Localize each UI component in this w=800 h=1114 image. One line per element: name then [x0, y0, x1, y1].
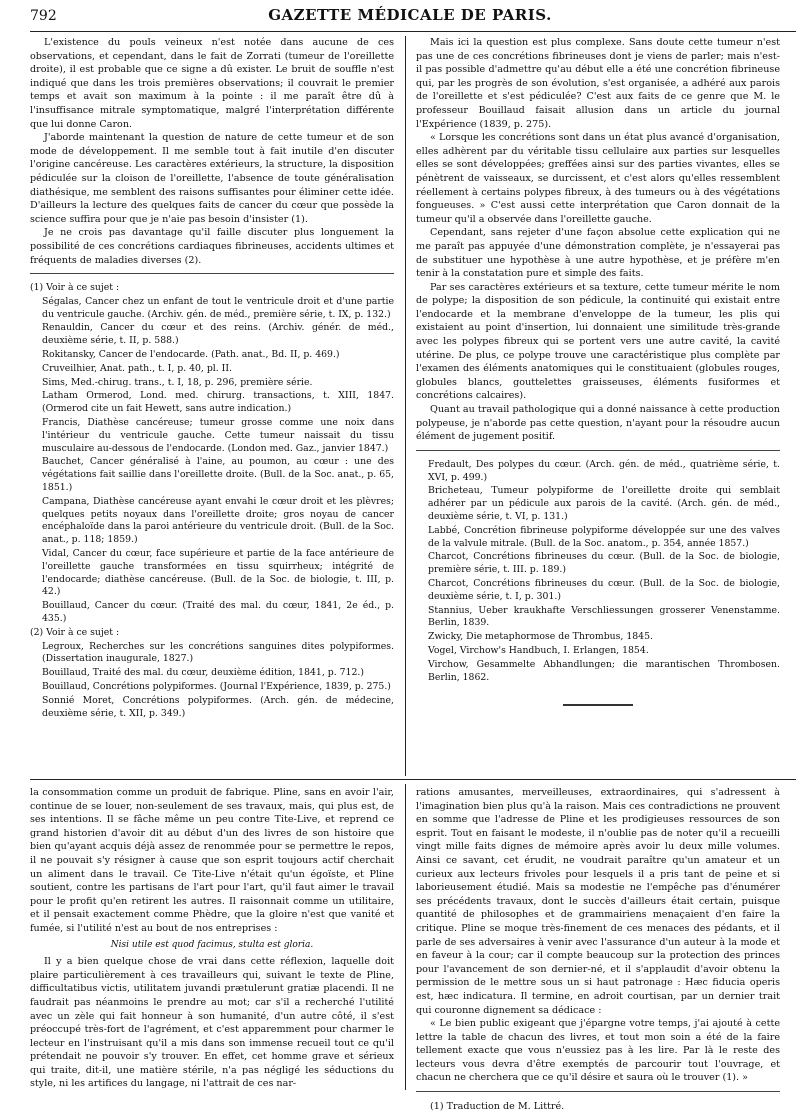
- upper-left-column: [30, 36, 394, 721]
- reference-item: Vogel, Virchow's Handbuch, I. Erlangen, 1854.: [428, 644, 649, 656]
- column-divider: [405, 784, 406, 1090]
- paragraph: rations amusantes, merveilleuses, extraordinaires, qui s'adressent à l'imagination bien plus qu'à la raison. Mais ces contradictions ne prouvent en somme que l'adresse de Pline et les prodigieuses ressources de son esprit. Tout en faisant le modeste, il n'oublie pas de noter qu'il a recueilli vingt mille faits dignes de mémoire après avoir lu deux mille volumes. Ainsi ce savant, cet érudit, ne voudrait paraître qu'un amateur et un curieux aux lecteurs frivoles pour lesquels il a pris tant de peine et si laborieusement étudié. Mais sa modestie ne l'empêche pas d'énumérer ses précédents travaux, dont le succès d'ailleurs était certain, puisque quantité de philosophes et de grammairiens menaçaient d'en faire la critique. Pline se moque très-finement de ces menaces des pédants, et il parle de ses adversaires à venir avec l'assurance d'un auteur à la mode et en faveur à la cour; car il compte beaucoup sur la protection des princes pour l'avancement de son dernier-né, et il s'applaudit d'avoir obtenu la permission de le mettre sous un si haut patronage : Hæc fiducia operis est, hæc indicatura. Il termine, en adroit courtisan, par un dernier trait qui couronne dignement sa dédicace :: [416, 787, 780, 1016]
- reference-item: Rokitansky, Cancer de l'endocarde. (Path. anat., Bd. II, p. 469.): [42, 349, 340, 361]
- reference-item: Vidal, Cancer du cœur, face supérieure et partie de la face antérieure de l'oreillette gauche transformées en tissu squirrheux; intégrité de l'endocarde; diathèse cancéreuse. (Bull. de la Soc. de biologie, t. III, p. 42.): [42, 548, 394, 598]
- reference-item: Virchow, Gesammelte Abhandlungen; die marantischen Thrombosen. Berlin, 1862.: [428, 658, 780, 683]
- page-number: 792: [30, 8, 57, 24]
- reference-item: Bouillaud, Cancer du cœur. (Traité des mal. du cœur, 1841, 2e éd., p. 435.): [42, 600, 394, 625]
- reference-item: Sonnié Moret, Concrétions polypiformes. (Arch. gén. de médecine, deuxième série, t. XII, p. 349.): [42, 694, 394, 719]
- reference-item: Francis, Diathèse cancéreuse; tumeur grosse comme une noix dans l'intérieur du ventricule gauche. Cette tumeur naissait du tissu musculaire au-dessous de l'endocarde. (London med. Gaz., janvier 1847.): [42, 417, 394, 454]
- reference-item: Legroux, Recherches sur les concrétions sanguines dites polypiformes. (Dissertation inaugurale, 1827.): [42, 640, 394, 665]
- footnote-separator: [416, 1091, 780, 1092]
- footnote-separator: [30, 273, 394, 274]
- paragraph: Je ne crois pas davantage qu'il faille discuter plus longuement la possibilité de ces concrétions cardiaques fibrineuses, accidents ultimes et fréquents de maladies diverses (2).: [30, 227, 394, 266]
- reference-item: Zwicky, Die metaphormose de Thrombus, 1845.: [428, 631, 653, 643]
- reference-item: Sims, Med.-chirug. trans., t. I, 18, p. 296, première série.: [42, 376, 313, 388]
- paragraph: J'aborde maintenant la question de nature de cette tumeur et de son mode de développement. Il me semble tout à fait inutile d'en discuter l'origine cancéreuse. Les caractères extérieurs, la structure, la disposition pédiculée sur la cloison de l'oreillette, l'absence de toute généralisation diathésique, me semblent des raisons suffisantes pour éliminer cette idée. D'ailleurs la lecture des quelques faits de cancer du cœur que possède la science suffira pour que je n'aie pas besoin d'insister (1).: [30, 132, 394, 225]
- lower-left-column: [30, 786, 394, 1091]
- reference-item: Bauchet, Cancer généralisé à l'aine, au poumon, au cœur : une des végétations fait saillie dans l'oreillette droite. (Bull. de la Soc. anat., p. 65, 1851.): [42, 456, 394, 494]
- paragraph: L'existence du pouls veineux n'est notée dans aucune de ces observations, et cependant, dans le fait de Zorrati (tumeur de l'oreillette droite), il est probable que ce signe a dû exister. Le bruit de souffle n'est indiqué que dans les trois premières observations; il couvrait le premier temps et avait son maximum à la pointe : il me paraît être dû à l'insuffisance mitrale symptomatique, malgré l'interprétation différente que lui donne Caron.: [30, 37, 394, 130]
- reference-item: Ségalas, Cancer chez un enfant de tout le ventricule droit et d'une partie du ventricule gauche. (Archiv. gén. de méd., première série, t. IX, p. 132.): [42, 295, 394, 320]
- quote-paragraph: « Le bien public exigeant que j'épargne votre temps, j'ai ajouté à cette lettre la table de chacun des livres, et tout mon soin a été de la faire tellement exacte que vous n'eussiez pas à les lire. Par là le reste des lecteurs vous devra d'être exemptés de parcourir tout l'ouvrage, et chacun ne cherchera que ce qu'il désire et saura où le trouver (1). »: [416, 1018, 780, 1084]
- upper-right-column: [416, 36, 780, 706]
- paragraph: Cependant, sans rejeter d'une façon absolue cette explication qui ne me paraît pas appuyée d'une démonstration complète, je n'essayerai pas de substituer une hypothèse à une autre hypothèse, et je préfère m'en tenir à la constatation pure et simple des faits.: [416, 227, 780, 280]
- page-header: [30, 6, 790, 28]
- footnote-separator: [416, 450, 780, 451]
- page-title: GAZETTE MÉDICALE DE PARIS.: [268, 6, 552, 24]
- reference-item: Fredault, Des polypes du cœur. (Arch. gén. de méd., quatrième série, t. XVI, p. 499.): [428, 458, 780, 483]
- reference-item: Bouillaud, Traité des mal. du cœur, deuxième édition, 1841, p. 712.): [42, 667, 364, 679]
- footnote: (1) Traduction de M. Littré.: [430, 1101, 565, 1113]
- paragraph: Par ses caractères extérieurs et sa texture, cette tumeur mérite le nom de polype; la disposition de son pédicule, la continuité qui existait entre l'endocarde et la membrane d'enveloppe de la tumeur, les plis qui existaient au point d'insertion, lui donnaient une similitude très-grande avec les polypes fibreux qui se portent vers une autre cavité, la cavité utérine. De plus, ce polype trouve une caractéristique plus complète par l'examen des éléments anatomiques qui le constituaient (globules rouges, globules blancs, gouttelettes graisseuses, éléments fusiformes et concrétions calcaires).: [416, 281, 780, 402]
- reference-item: Bricheteau, Tumeur polypiforme de l'oreillette droite qui semblait adhérer par un pédicule aux parois de la cavité. (Arch. gén. de méd., deuxième série, t. VI, p. 131.): [428, 485, 780, 522]
- paragraph: Mais ici la question est plus complexe. Sans doute cette tumeur n'est pas une de ces concrétions fibrineuses dont je viens de parler; mais n'est-il pas possible d'admettre qu'au début elle a été une concrétion fibrineuse qui, par les progrès de son évolution, s'est organisée, a adhéré aux parois de l'oreillette et s'est pédiculée? C'est aux faits de ce genre que M. le professeur Bouillaud faisait allusion dans un article du journal l'Expérience (1839, p. 275).: [416, 37, 780, 130]
- reference-item: Campana, Diathèse cancéreuse ayant envahi le cœur droit et les plèvres; quelques petits noyaux dans l'oreillette droite; gros noyau de cancer encéphaloïde dans la paroi antérieure du ventricule droit. (Bull. de la Soc. anat., p. 118; 1859.): [42, 495, 394, 546]
- end-rule: [563, 704, 633, 706]
- footnotes: [416, 459, 780, 685]
- reference-item: Latham Ormerod, Lond. med. chirurg. transactions, t. XIII, 1847. (Ormerod cite un fait Hewett, sans autre indication.): [42, 390, 394, 415]
- footnote-heading: (1) Voir à ce sujet :: [30, 282, 120, 294]
- paragraph: la consommation comme un produit de fabrique. Pline, sans en avoir l'air, continue de se louer, non-seulement de ses travaux, mais, qui plus est, de ses intentions. Il se fâche même un peu contre Tite-Live, et reprend ce grand historien d'avoir dit au début d'un des livres de son histoire que bien qu'ayant acquis déjà assez de renommée pour se permettre le repos, il ne pouvait s'y résigner à cause que son esprit toujours actif cherchait un aliment dans le travail. Ce Tite-Live n'était qu'un égoïste, et Pline soutient, contre les partisans de l'art pour l'art, qu'il faut aimer le travail pour le profit qu'en retirent les autres. Il raisonnait comme un utilitaire, et il pensait exactement comme Phèdre, que la gloire n'est que vanité et fumée, si l'utilité n'est au bout de nos entreprises :: [30, 787, 394, 934]
- feuilleton-rule: [30, 779, 796, 780]
- footnote-heading: (2) Voir à ce sujet :: [30, 626, 120, 638]
- quote-paragraph: « Lorsque les concrétions sont dans un état plus avancé d'organisation, elles adhèrent par du véritable tissu cellulaire aux parties sur lesquelles elles se sont développées; greffées ainsi sur des parties vivantes, elles se pénètrent de vaisseaux, se durcissent, et c'est alors qu'elles ressemblent réellement à certains polypes fibreux, à des tumeurs ou à des végétations fongueuses. » C'est aussi cette interprétation que Caron donnait de la tumeur qu'il a observée dans l'oreillette gauche.: [416, 132, 780, 225]
- reference-item: Renauldin, Cancer du cœur et des reins. (Archiv. génér. de méd., deuxième série, t. II, p. 588.): [42, 322, 394, 347]
- footnotes: [30, 282, 394, 720]
- reference-item: Bouillaud, Concrétions polypiformes. (Journal l'Expérience, 1839, p. 275.): [42, 681, 391, 692]
- reference-item: Cruveilhier, Anat. path., t. I, p. 40, pl. II.: [42, 362, 232, 374]
- reference-item: Labbé, Concrétion fibrineuse polypiforme développée sur une des valves de la valvule mitrale. (Bull. de la Soc. anatom., p. 354, année 1857.): [428, 524, 780, 549]
- header-rule: [30, 31, 796, 32]
- latin-quote: Nisi utile est quod facimus, stulta est gloria.: [110, 939, 314, 950]
- reference-item: Charcot, Concrétions fibrineuses du cœur. (Bull. de la Soc. de biologie, deuxième série, t. I, p. 301.): [428, 577, 780, 602]
- reference-item: Stannius, Ueber kraukhafte Verschliessungen grosserer Venenstamme. Berlin, 1839.: [428, 604, 780, 629]
- reference-item: Charcot, Concrétions fibrineuses du cœur. (Bull. de la Soc. de biologie, première série, t. III. p. 189.): [428, 551, 780, 576]
- lower-right-column: [416, 786, 780, 1114]
- paragraph: Il y a bien quelque chose de vrai dans cette réflexion, laquelle doit plaire particulièrement à ces travailleurs qui, suivant le texte de Pline, difficultatibus victis, utilitatem juvandi prætulerunt gratiæ placendi. Il ne faudrait pas néanmoins le prendre au mot; car s'il a recherché l'utilité avec un zèle qui fait honneur à son humanité, d'un autre côté, il s'est préoccupé très-fort de l'agrément, et c'est apparemment pour charmer le lecteur en l'instruisant qu'il a mis dans son immense recueil tout ce qu'il prétendait ne pouvoir s'y trouver. En effet, cet homme grave et sérieux qui traite, dit-il, une matière stérile, n'a pas négligé les séductions du style, ni les artifices du langage, ni l'attrait de ces nar-: [30, 956, 394, 1090]
- paragraph: Quant au travail pathologique qui a donné naissance à cette production polypeuse, je n'aborde pas cette question, n'ayant pour la résoudre aucun élément de jugement positif.: [416, 404, 780, 443]
- column-divider: [405, 36, 406, 776]
